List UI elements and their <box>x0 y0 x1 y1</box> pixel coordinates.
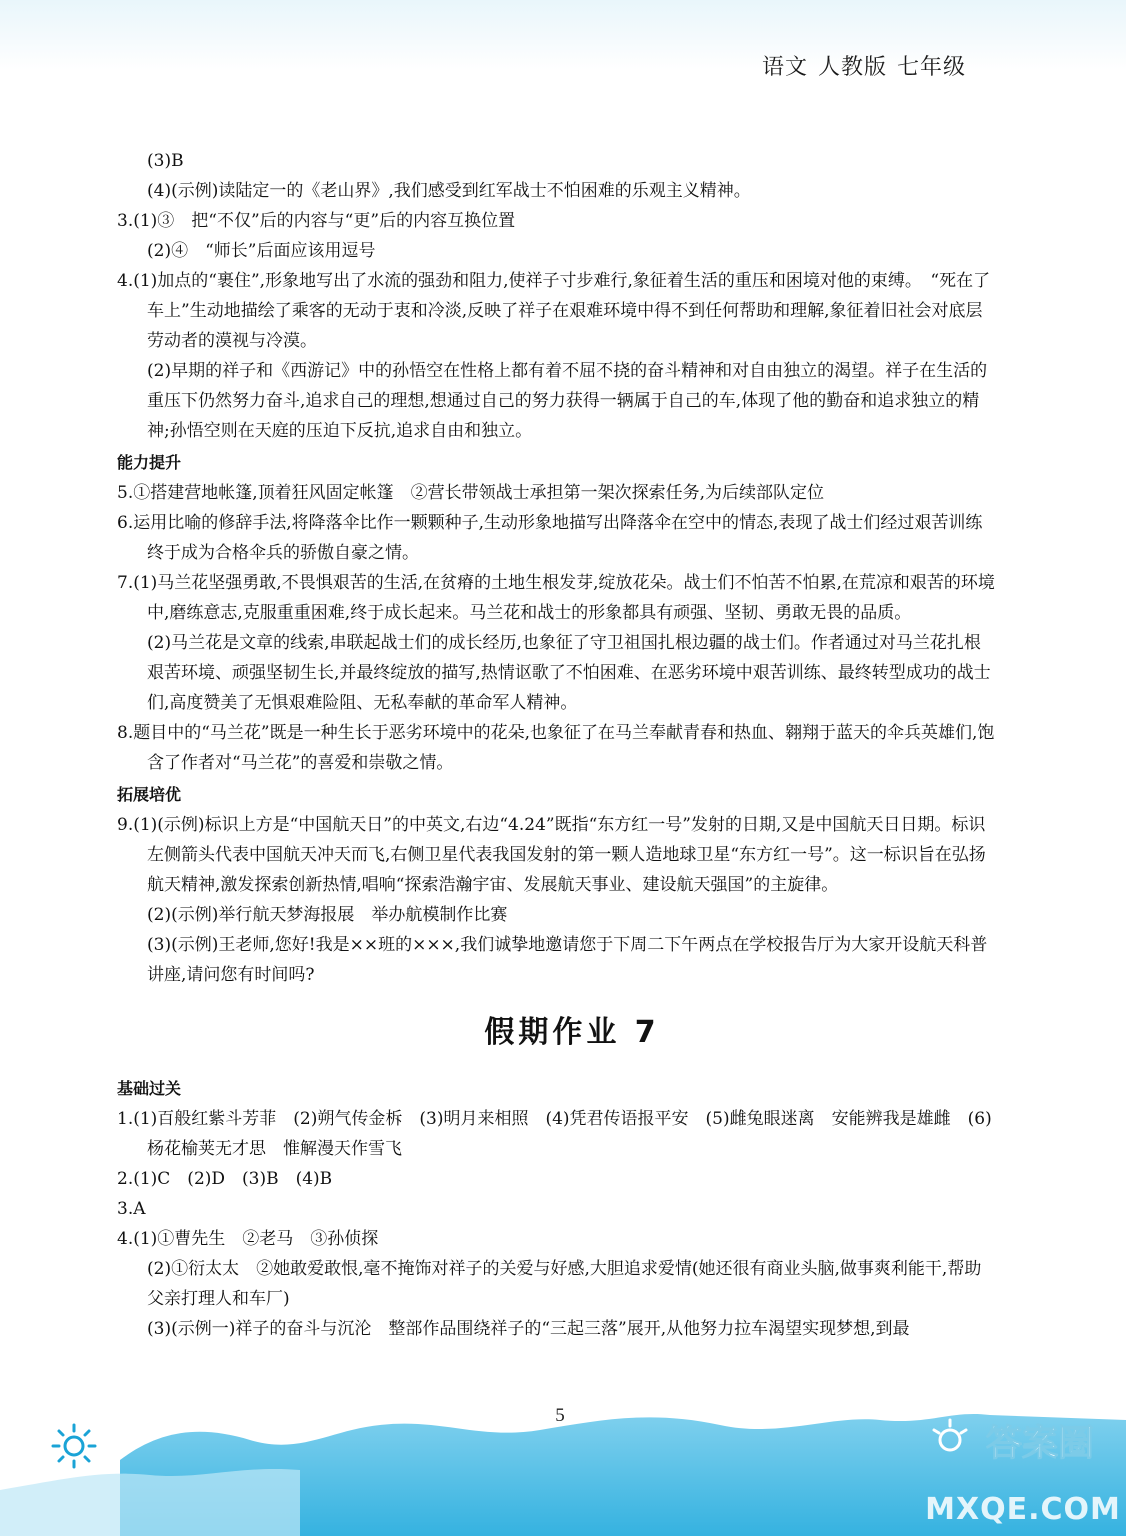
wave-shape-light <box>0 1469 300 1536</box>
answer-line: (2)④ “师长”后面应该用逗号 <box>147 241 376 261</box>
header-grade: 七年级 <box>896 55 966 80</box>
assignment-title: 假期作业 7 <box>484 1015 660 1050</box>
watermark-sun-icon <box>920 1400 1126 1490</box>
answer-line: (3)(示例)王老师,您好!我是××班的×××,我们诚挚地邀请您于下周二下午两点在学校报告厅为大家开设航天科普讲座,请问您有时间吗? <box>147 935 988 985</box>
answer-line: 4.(1)①曹先生 ②老马 ③孙侦探 <box>117 1229 379 1249</box>
answer-line: 3.(1)③ 把“不仅”后的内容与“更”后的内容互换位置 <box>117 211 516 231</box>
answer-line: 4.(1)加点的“裹住”,形象地写出了水流的强劲和阻力,使祥子寸步难行,象征着生活的重压和困境对他的束缚。 “死在了车上”生动地描绘了乘客的无动于衷和冷淡,反映了祥子在艰难环境中得不到任何帮助和理解,象征着旧社会对底层劳动者的漠视与冷漠。 <box>117 271 991 351</box>
page-number: 5 <box>555 1405 565 1426</box>
header-subject: 语文 <box>761 55 808 80</box>
header-edition: 人教版 <box>817 55 887 80</box>
answer-line: 3.A <box>117 1199 146 1219</box>
section-heading: 拓展培优 <box>117 785 182 804</box>
section-heading: 能力提升 <box>117 453 182 472</box>
answer-line: (4)(示例)读陆定一的《老山界》,我们感受到红军战士不怕困难的乐观主义精神。 <box>147 181 751 201</box>
answer-line: (2)早期的祥子和《西游记》中的孙悟空在性格上都有着不屈不挠的奋斗精神和对自由独立的渴望。祥子在生活的重压下仍然努力奋斗,追求自己的理想,想通过自己的努力获得一辆属于自己的车,体现了他的勤奋和追求独立的精神;孙悟空则在天庭的压迫下反抗,追求自由和独立。 <box>147 361 988 441</box>
answer-line: (2)马兰花是文章的线索,串联起战士们的成长经历,也象征了守卫祖国扎根边疆的战士们。作者通过对马兰花扎根艰苦环境、顽强坚韧生长,并最终绽放的描写,热情讴歌了不怕困难、在恶劣环境中艰苦训练、最终转型成功的战士们,高度赞美了无惧艰难险阻、无私奉献的革命军人精神。 <box>147 633 991 713</box>
answer-line: (2)①衍太太 ②她敢爱敢恨,毫不掩饰对祥子的关爱与好感,大胆追求爱情(她还很有商业头脑,做事爽利能干,帮助父亲打理人和车厂) <box>147 1259 982 1309</box>
watermark-logo <box>920 1400 1126 1536</box>
answer-line: (2)(示例)举行航天梦海报展 举办航模制作比赛 <box>147 905 508 925</box>
answer-line: 9.(1)(示例)标识上方是“中国航天日”的中英文,右边“4.24”既指“东方红一号”发射的日期,又是中国航天日日期。标识左侧箭头代表中国航天冲天而飞,右侧卫星代表我国发射的第一颗人造地球卫星“东方红一号”。这一标识旨在弘扬航天精神,激发探索创新热情,唱响“探索浩瀚宇宙、发展航天事业、建设航天强国”的主旋律。 <box>117 815 986 895</box>
watermark-logo-text: 答案圈 <box>985 1423 1095 1464</box>
answer-line: 1.(1)百般红紫斗芳菲 (2)朔气传金柝 (3)明月来相照 (4)凭君传语报平安 (5)雌兔眼迷离 安能辨我是雄雌 (6)杨花榆荚无才思 惟解漫天作雪飞 <box>117 1109 992 1159</box>
answer-line: 2.(1)C (2)D (3)B (4)B <box>117 1169 333 1189</box>
answer-line: (3)B <box>147 151 184 171</box>
answer-line: (3)(示例一)祥子的奋斗与沉沦 整部作品围绕祥子的“三起三落”展开,从他努力拉车渴望实现梦想,到最 <box>147 1319 910 1339</box>
answer-line: 7.(1)马兰花坚强勇敢,不畏惧艰苦的生活,在贫瘠的土地生根发芽,绽放花朵。战士们不怕苦不怕累,在荒凉和艰苦的环境中,磨练意志,克服重重困难,终于成长起来。马兰花和战士的形象都具有顽强、坚韧、勇敢无畏的品质。 <box>117 573 995 623</box>
sun-icon <box>48 1420 100 1472</box>
answer-line: 8.题目中的“马兰花”既是一种生长于恶劣环境中的花朵,也象征了在马兰奉献青春和热血、翱翔于蓝天的伞兵英雄们,饱含了作者对“马兰花”的喜爱和崇敬之情。 <box>117 723 995 773</box>
page-header <box>752 50 966 81</box>
watermark-site: MXQE.COM <box>925 1492 1121 1527</box>
answer-line: 6.运用比喻的修辞手法,将降落伞比作一颗颗种子,生动形象地描写出降落伞在空中的情态,表现了战士们经过艰苦训练终于成为合格伞兵的骄傲自豪之情。 <box>117 513 983 563</box>
section-heading: 基础过关 <box>117 1079 182 1098</box>
answer-content <box>117 146 997 1344</box>
answer-line: 5.①搭建营地帐篷,顶着狂风固定帐篷 ②营长带领战士承担第一架次探索任务,为后续部队定位 <box>117 483 825 503</box>
